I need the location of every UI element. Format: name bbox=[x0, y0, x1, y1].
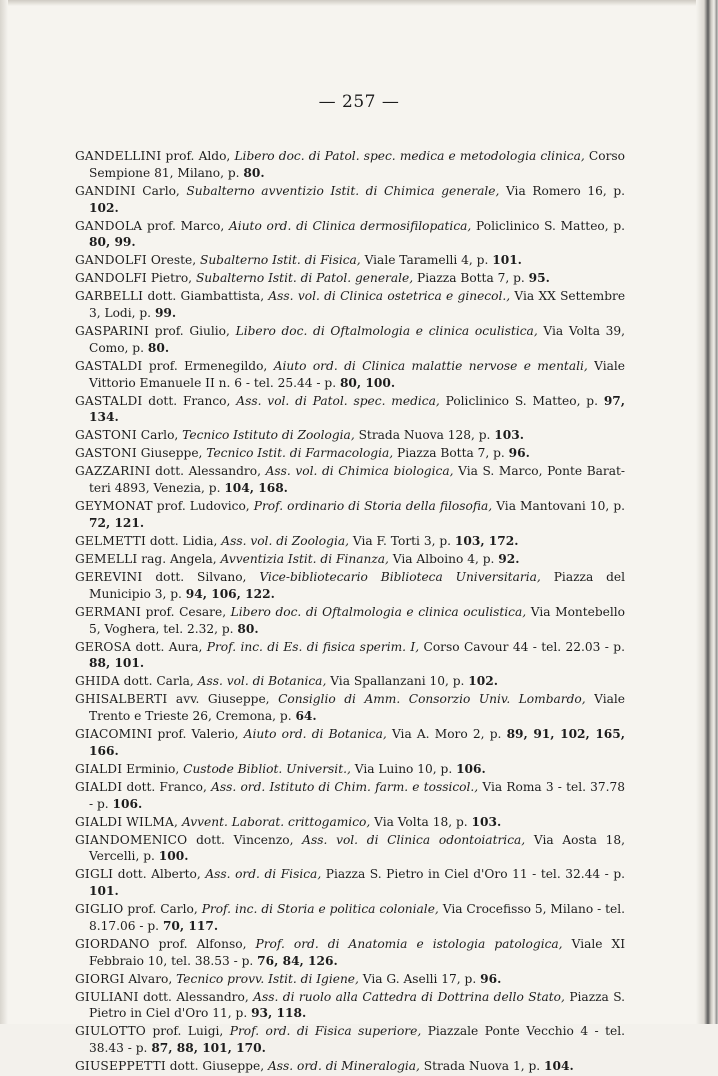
directory-entry bbox=[75, 866, 625, 900]
entry-address: Piazza S. Pietro in Ciel d'Oro 11 - tel. 32.44 - p. bbox=[325, 867, 626, 882]
directory-entry bbox=[75, 445, 625, 462]
entry-name: GAZZARINI bbox=[75, 464, 151, 479]
entry-pages: 101. bbox=[492, 253, 522, 268]
entry-title: rag. Angela, bbox=[141, 551, 217, 566]
entry-role: Avventizia Istit. di Finanza, bbox=[220, 551, 389, 566]
directory-entry bbox=[75, 726, 625, 760]
directory-entry bbox=[75, 971, 625, 988]
entry-address: Viale Taramelli 4, p. bbox=[364, 253, 489, 268]
entry-name: GEROSA bbox=[75, 639, 132, 654]
entry-role: Subalterno Istit. di Patol. generale, bbox=[195, 271, 414, 286]
entry-address: Via Volta 39, Como, p. bbox=[89, 324, 626, 355]
entry-address: Policlinico S. Matteo, p. bbox=[476, 218, 626, 233]
entry-pages: 80. bbox=[237, 621, 259, 636]
entry-address: Corso Sempione 81, Milano, p. bbox=[89, 149, 626, 180]
entry-role: Aiuto ord. di Botanica, bbox=[243, 727, 387, 742]
entry-address: Via Mantovani 10, p. bbox=[496, 499, 626, 514]
directory-entry bbox=[75, 288, 625, 322]
entry-pages: 97, 134. bbox=[89, 393, 626, 425]
entry-name: GEYMONAT bbox=[75, 499, 153, 514]
page-binding-edge bbox=[696, 0, 718, 1024]
entry-name: GIALDI bbox=[75, 761, 123, 776]
entry-name: GERMANI bbox=[75, 604, 141, 619]
entry-pages: 100. bbox=[158, 849, 189, 864]
directory-entry bbox=[75, 639, 625, 673]
entry-name: GARBELLI bbox=[75, 289, 144, 304]
entry-title: Carlo, bbox=[140, 428, 179, 443]
entry-role: Libero doc. di Patol. spec. medica e metodologia clinica, bbox=[234, 149, 585, 163]
entry-address: Piazza Botta 7, p. bbox=[397, 446, 505, 461]
entry-title: Alvaro, bbox=[128, 971, 173, 986]
entry-role: Subalterno Istit. di Fisica, bbox=[199, 253, 361, 268]
entry-name: GANDINI bbox=[75, 183, 136, 198]
entry-address: Viale Trento e Trieste 26, Cremona, p. bbox=[89, 692, 626, 724]
directory-entry bbox=[75, 604, 625, 638]
entry-address: Viale Vittorio Emanuele II n. 6 - tel. 25.44 - p. bbox=[89, 358, 626, 390]
entry-pages: 103. bbox=[471, 814, 502, 829]
entry-name: GEMELLI bbox=[75, 551, 138, 566]
directory-entry bbox=[75, 270, 625, 287]
entry-name: GANDOLA bbox=[75, 218, 143, 233]
entry-address: Via Roma 3 - tel. 37.78 - p. bbox=[89, 779, 626, 811]
entry-role: Libero doc. di Oftalmologia e clinica oculistica, bbox=[235, 324, 538, 339]
entry-address: Via Crocefisso 5, Milano - tel. 8.17.06 - p. bbox=[89, 902, 626, 933]
entry-name: GANDELLINI bbox=[75, 149, 162, 163]
directory-entry bbox=[75, 551, 625, 568]
entry-role: Aiuto ord. di Clinica malattie nervose e mentali, bbox=[273, 358, 588, 373]
entry-name: GANDOLFI bbox=[75, 253, 147, 268]
directory-entries bbox=[75, 148, 625, 1076]
entry-role: Consiglio di Amm. Consorzio Univ. Lombardo, bbox=[278, 692, 586, 707]
page-number: — 257 — bbox=[318, 92, 400, 112]
entry-address: Piazza S. Pietro in Ciel d'Oro 11, p. bbox=[89, 989, 626, 1021]
entry-address: Via XX Settembre 3, Lodi, p. bbox=[89, 289, 626, 321]
entry-name: GHIDA bbox=[75, 674, 120, 689]
directory-entry bbox=[75, 252, 625, 269]
entry-pages: 96. bbox=[508, 446, 530, 461]
entry-title: prof. Aldo, bbox=[165, 149, 231, 163]
entry-name: GIACOMINI bbox=[75, 727, 153, 742]
entry-role: Ass. vol. di Chimica biologica, bbox=[265, 464, 454, 479]
entry-pages: 88, 101. bbox=[89, 656, 145, 671]
entry-pages: 106. bbox=[112, 796, 143, 811]
entry-pages: 104, 168. bbox=[224, 481, 288, 496]
directory-entry bbox=[75, 183, 625, 217]
entry-pages: 103. bbox=[494, 428, 524, 443]
entry-role: Tecnico Istituto di Zoologia, bbox=[182, 428, 355, 443]
entry-address: Via Spallanzani 10, p. bbox=[330, 674, 465, 689]
entry-address: Via Volta 18, p. bbox=[374, 814, 468, 829]
entry-address: Piazza Botta 7, p. bbox=[417, 271, 525, 286]
entry-name: GIULIANI bbox=[75, 989, 139, 1004]
entry-title: dott. Alberto, bbox=[117, 867, 201, 882]
entry-role: Prof. inc. di Storia e politica coloniale, bbox=[201, 902, 439, 917]
directory-entry bbox=[75, 761, 625, 778]
directory-entry bbox=[75, 901, 625, 935]
entry-pages: 80. bbox=[147, 340, 170, 355]
directory-entry bbox=[75, 779, 625, 813]
directory-entry bbox=[75, 358, 625, 392]
entry-title: avv. Giuseppe, bbox=[175, 692, 270, 707]
entry-title: prof. Giulio, bbox=[154, 324, 230, 339]
entry-title: Giuseppe, bbox=[140, 446, 203, 461]
entry-title: Erminio, bbox=[126, 761, 180, 776]
entry-name: GIGLIO bbox=[75, 902, 124, 917]
entry-title: prof. Valerio, bbox=[157, 727, 239, 742]
entry-address: Via G. Aselli 17, p. bbox=[362, 971, 477, 986]
directory-entry bbox=[75, 936, 625, 970]
entry-name: GHISALBERTI bbox=[75, 692, 168, 707]
directory-entry bbox=[75, 1058, 625, 1075]
entry-title: prof. Luigi, bbox=[152, 1024, 224, 1039]
entry-address: Via Romero 16, p. bbox=[505, 183, 626, 198]
entry-name: GASTALDI bbox=[75, 358, 143, 373]
entry-pages: 89, 91, 102, 165, 166. bbox=[89, 727, 625, 758]
directory-entry bbox=[75, 323, 625, 357]
entry-name: GIORDANO bbox=[75, 936, 150, 951]
entry-pages: 102. bbox=[468, 674, 498, 689]
entry-name: GIALDI bbox=[75, 779, 123, 794]
entry-name: GIGLI bbox=[75, 867, 114, 882]
entry-name: GASTONI bbox=[75, 428, 137, 443]
entry-pages: 93, 118. bbox=[251, 1006, 307, 1021]
entry-title: dott. Giambattista, bbox=[147, 289, 265, 304]
entry-pages: 64. bbox=[295, 709, 317, 724]
entry-title: Oreste, bbox=[150, 253, 197, 268]
entry-title: Pietro, bbox=[150, 271, 193, 286]
entry-pages: 99. bbox=[154, 306, 177, 321]
directory-entry bbox=[75, 989, 625, 1023]
entry-address: Via Alboino 4, p. bbox=[392, 551, 495, 566]
entry-name: GIORGI bbox=[75, 971, 125, 986]
entry-pages: 92. bbox=[498, 551, 520, 566]
directory-entry bbox=[75, 427, 625, 444]
entry-role: Libero doc. di Oftalmologia e clinica oculistica, bbox=[230, 604, 527, 619]
entry-address: Via A. Moro 2, p. bbox=[391, 727, 502, 742]
entry-name: GIANDOMENICO bbox=[75, 832, 188, 847]
entry-name: GANDOLFI bbox=[75, 271, 147, 286]
entry-pages: 80, 100. bbox=[339, 375, 396, 390]
entry-address: Via Aosta 18, Vercelli, p. bbox=[89, 832, 626, 864]
entry-role: Ass. ord. Istituto di Chim. farm. e tossicol., bbox=[211, 779, 479, 794]
entry-address: Via F. Torti 3, p. bbox=[352, 533, 451, 548]
entry-role: Tecnico provv. Istit. di Igiene, bbox=[176, 971, 359, 986]
entry-title: dott. Giuseppe, bbox=[169, 1059, 265, 1074]
entry-title: prof. Alfonso, bbox=[158, 936, 247, 951]
entry-role: Vice-bibliotecario Biblioteca Universitaria, bbox=[259, 569, 541, 584]
entry-pages: 95. bbox=[528, 271, 550, 286]
directory-entry bbox=[75, 218, 625, 252]
directory-entry bbox=[75, 814, 625, 831]
entry-title: prof. Ludovico, bbox=[156, 499, 250, 514]
entry-pages: 72, 121. bbox=[89, 515, 145, 530]
entry-address: Strada Nuova 1, p. bbox=[423, 1059, 541, 1074]
entry-address: Via Luino 10, p. bbox=[354, 761, 453, 776]
entry-title: dott. Aura, bbox=[135, 639, 203, 654]
entry-address: Strada Nuova 128, p. bbox=[358, 428, 491, 443]
entry-title: prof. Marco, bbox=[147, 218, 225, 233]
entry-name: GEREVINI bbox=[75, 569, 143, 584]
entry-pages: 87, 88, 101, 170. bbox=[151, 1041, 266, 1056]
entry-role: Ass. vol. di Clinica ostetrica e ginecol., bbox=[268, 289, 511, 304]
page-top-edge bbox=[0, 0, 718, 6]
directory-entry bbox=[75, 569, 625, 603]
entry-pages: 104. bbox=[544, 1059, 574, 1074]
entry-title: prof. Cesare, bbox=[145, 604, 227, 619]
directory-entry bbox=[75, 832, 625, 866]
entry-title: dott. Carla, bbox=[123, 674, 194, 689]
page-left-edge bbox=[0, 0, 8, 1024]
directory-entry bbox=[75, 1023, 625, 1057]
entry-title: prof. Carlo, bbox=[127, 902, 198, 917]
entry-name: GIALDI WILMA, bbox=[75, 814, 179, 829]
entry-pages: 76, 84, 126. bbox=[257, 953, 338, 968]
entry-title: dott. Alessandro, bbox=[155, 464, 261, 479]
entry-name: GELMETTI bbox=[75, 533, 146, 548]
directory-entry bbox=[75, 673, 625, 690]
entry-role: Prof. inc. di Es. di fisica sperim. I, bbox=[206, 639, 420, 654]
entry-address: Corso Cavour 44 - tel. 22.03 - p. bbox=[423, 639, 625, 654]
directory-entry bbox=[75, 533, 625, 550]
entry-pages: 102. bbox=[89, 200, 119, 215]
directory-entry bbox=[75, 148, 625, 182]
entry-title: dott. Silvano, bbox=[155, 569, 247, 584]
entry-pages: 106. bbox=[456, 761, 486, 776]
entry-address: Via Montebello 5, Voghera, tel. 2.32, p. bbox=[89, 604, 626, 636]
directory-entry bbox=[75, 498, 625, 532]
entry-title: dott. Franco, bbox=[148, 393, 231, 408]
entry-role: Prof. ord. di Anatomia e istologia patologica, bbox=[255, 936, 563, 951]
entry-role: Prof. ordinario di Storia della filosofia, bbox=[253, 499, 493, 514]
entry-role: Ass. di ruolo alla Cattedra di Dottrina dello Stato, bbox=[253, 989, 565, 1004]
directory-entry bbox=[75, 393, 625, 427]
entry-role: Prof. ord. di Fisica superiore, bbox=[229, 1024, 422, 1039]
entry-role: Ass. vol. di Patol. spec. medica, bbox=[236, 393, 440, 408]
directory-entry bbox=[75, 691, 625, 725]
entry-role: Ass. vol. di Clinica odontoiatrica, bbox=[302, 832, 526, 847]
entry-title: dott. Vincenzo, bbox=[196, 832, 294, 847]
entry-title: dott. Alessandro, bbox=[143, 989, 249, 1004]
entry-title: dott. Lidia, bbox=[149, 533, 218, 548]
entry-title: prof. Ermenegildo, bbox=[148, 358, 268, 373]
entry-title: Carlo, bbox=[142, 183, 180, 198]
entry-address: Via S. Marco, Ponte Baratteri 4893, Venezia, p. bbox=[89, 464, 626, 496]
entry-role: Aiuto ord. di Clinica dermosifilopatica, bbox=[229, 218, 472, 233]
entry-role: Ass. ord. di Mineralogia, bbox=[267, 1059, 420, 1074]
entry-address: Piazzale Ponte Vecchio 4 - tel. 38.43 - p. bbox=[89, 1024, 626, 1056]
entry-name: GIUSEPPETTI bbox=[75, 1059, 166, 1074]
entry-address: Viale XI Febbraio 10, tel. 38.53 - p. bbox=[89, 936, 626, 968]
entry-title: dott. Franco, bbox=[126, 779, 207, 794]
entry-role: Custode Bibliot. Universit., bbox=[183, 761, 351, 776]
entry-pages: 80, 99. bbox=[89, 235, 136, 250]
entry-pages: 94, 106, 122. bbox=[185, 586, 275, 601]
entry-address: Policlinico S. Matteo, p. bbox=[445, 393, 598, 408]
entry-pages: 80. bbox=[243, 165, 265, 180]
entry-role: Ass. vol. di Botanica, bbox=[197, 674, 327, 689]
entry-role: Tecnico Istit. di Farmacologia, bbox=[206, 446, 394, 461]
entry-name: GIULOTTO bbox=[75, 1024, 146, 1039]
entry-role: Ass. ord. di Fisica, bbox=[205, 867, 322, 882]
entry-address: Piazza del Municipio 3, p. bbox=[89, 569, 626, 601]
entry-role: Ass. vol. di Zoologia, bbox=[221, 533, 349, 548]
entry-pages: 70, 117. bbox=[162, 918, 219, 933]
entry-pages: 101. bbox=[89, 884, 119, 899]
entry-role: Subalterno avventizio Istit. di Chimica generale, bbox=[186, 183, 500, 198]
directory-entry bbox=[75, 463, 625, 497]
entry-name: GASTONI bbox=[75, 446, 137, 461]
entry-name: GASTALDI bbox=[75, 393, 143, 408]
entry-pages: 103, 172. bbox=[454, 533, 519, 548]
entry-name: GASPARINI bbox=[75, 324, 150, 339]
entry-pages: 96. bbox=[480, 971, 502, 986]
entry-role: Avvent. Laborat. crittogamico, bbox=[181, 814, 371, 829]
